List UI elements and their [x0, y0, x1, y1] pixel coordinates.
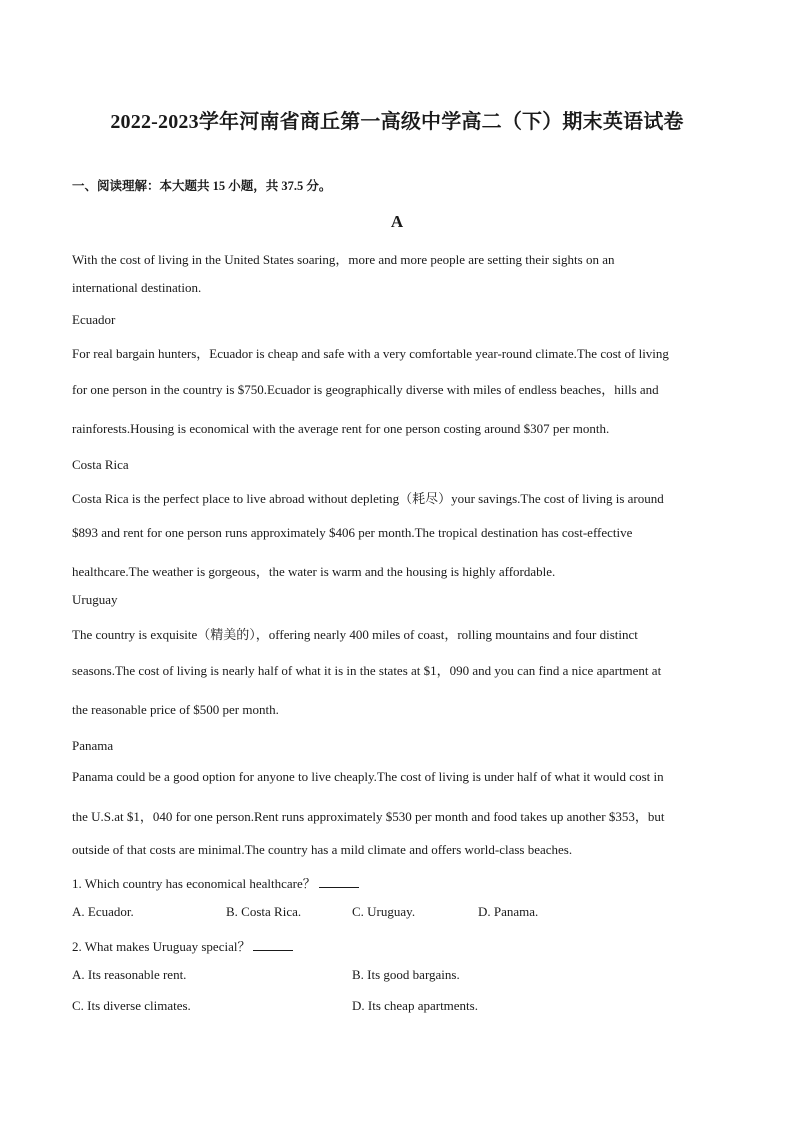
question-stem: 1. Which country has economical healthcare？	[72, 876, 316, 891]
country-heading-panama: Panama	[72, 738, 114, 753]
paragraph-line: for one person in the country is $750.Ecuador is geographically diverse with miles of endless beaches，hills and	[72, 382, 659, 397]
option-b[interactable]: B. Its good bargains.	[352, 967, 460, 982]
option-b[interactable]: B. Costa Rica.	[226, 904, 302, 919]
paragraph-line: $893 and rent for one person runs approximately $406 per month.The tropical destination has cost-effective	[72, 525, 633, 540]
paragraph-line: the U.S.at $1，040 for one person.Rent runs approximately $530 per month and food takes up another $353，but	[72, 809, 665, 824]
country-heading-costa-rica: Costa Rica	[72, 457, 129, 472]
option-c[interactable]: C. Uruguay.	[352, 904, 416, 919]
option-c[interactable]: C. Its diverse climates.	[72, 998, 191, 1013]
intro-line: With the cost of living in the United States soaring，more and more people are setting their sights on an	[72, 252, 615, 267]
paragraph-line: healthcare.The weather is gorgeous，the water is warm and the housing is highly affordable.	[72, 564, 556, 579]
option-a[interactable]: A. Ecuador.	[72, 904, 134, 919]
paragraph-line: the reasonable price of $500 per month.	[72, 702, 279, 717]
answer-blank[interactable]	[253, 938, 293, 951]
exam-title: 2022-2023学年河南省商丘第一高级中学高二（下）期末英语试卷	[110, 111, 684, 133]
paragraph-line: Costa Rica is the perfect place to live abroad without depleting（耗尽）your savings.The cost of living is around	[72, 491, 664, 506]
option-a[interactable]: A. Its reasonable rent.	[72, 967, 187, 982]
intro-line: international destination.	[72, 280, 202, 295]
paragraph-line: For real bargain hunters，Ecuador is cheap and safe with a very comfortable year-round climate.The cost of living	[72, 346, 669, 361]
paragraph-line: rainforests.Housing is economical with the average rent for one person costing around $307 per month.	[72, 421, 610, 436]
question-2	[72, 936, 293, 955]
option-d[interactable]: D. Panama.	[478, 904, 539, 919]
passage-letter: A	[390, 212, 404, 231]
answer-blank[interactable]	[319, 875, 359, 888]
paragraph-line: The country is exquisite（精美的），offering nearly 400 miles of coast，rolling mountains and four distinct	[72, 627, 638, 642]
question-stem: 2. What makes Uruguay special？	[72, 939, 251, 954]
option-d[interactable]: D. Its cheap apartments.	[352, 998, 478, 1013]
paragraph-line: Panama could be a good option for anyone to live cheaply.The cost of living is under half of what it would cost in	[72, 769, 664, 784]
country-heading-ecuador: Ecuador	[72, 312, 116, 327]
paragraph-line: seasons.The cost of living is nearly half of what it is in the states at $1，090 and you can find a nice apartment at	[72, 663, 662, 678]
paragraph-line: outside of that costs are minimal.The country has a mild climate and offers world-class beaches.	[72, 842, 573, 857]
question-1	[72, 873, 359, 892]
country-heading-uruguay: Uruguay	[72, 592, 118, 607]
section-heading: 一、阅读理解：本大题共 15 小题，共 37.5 分。	[72, 179, 332, 193]
